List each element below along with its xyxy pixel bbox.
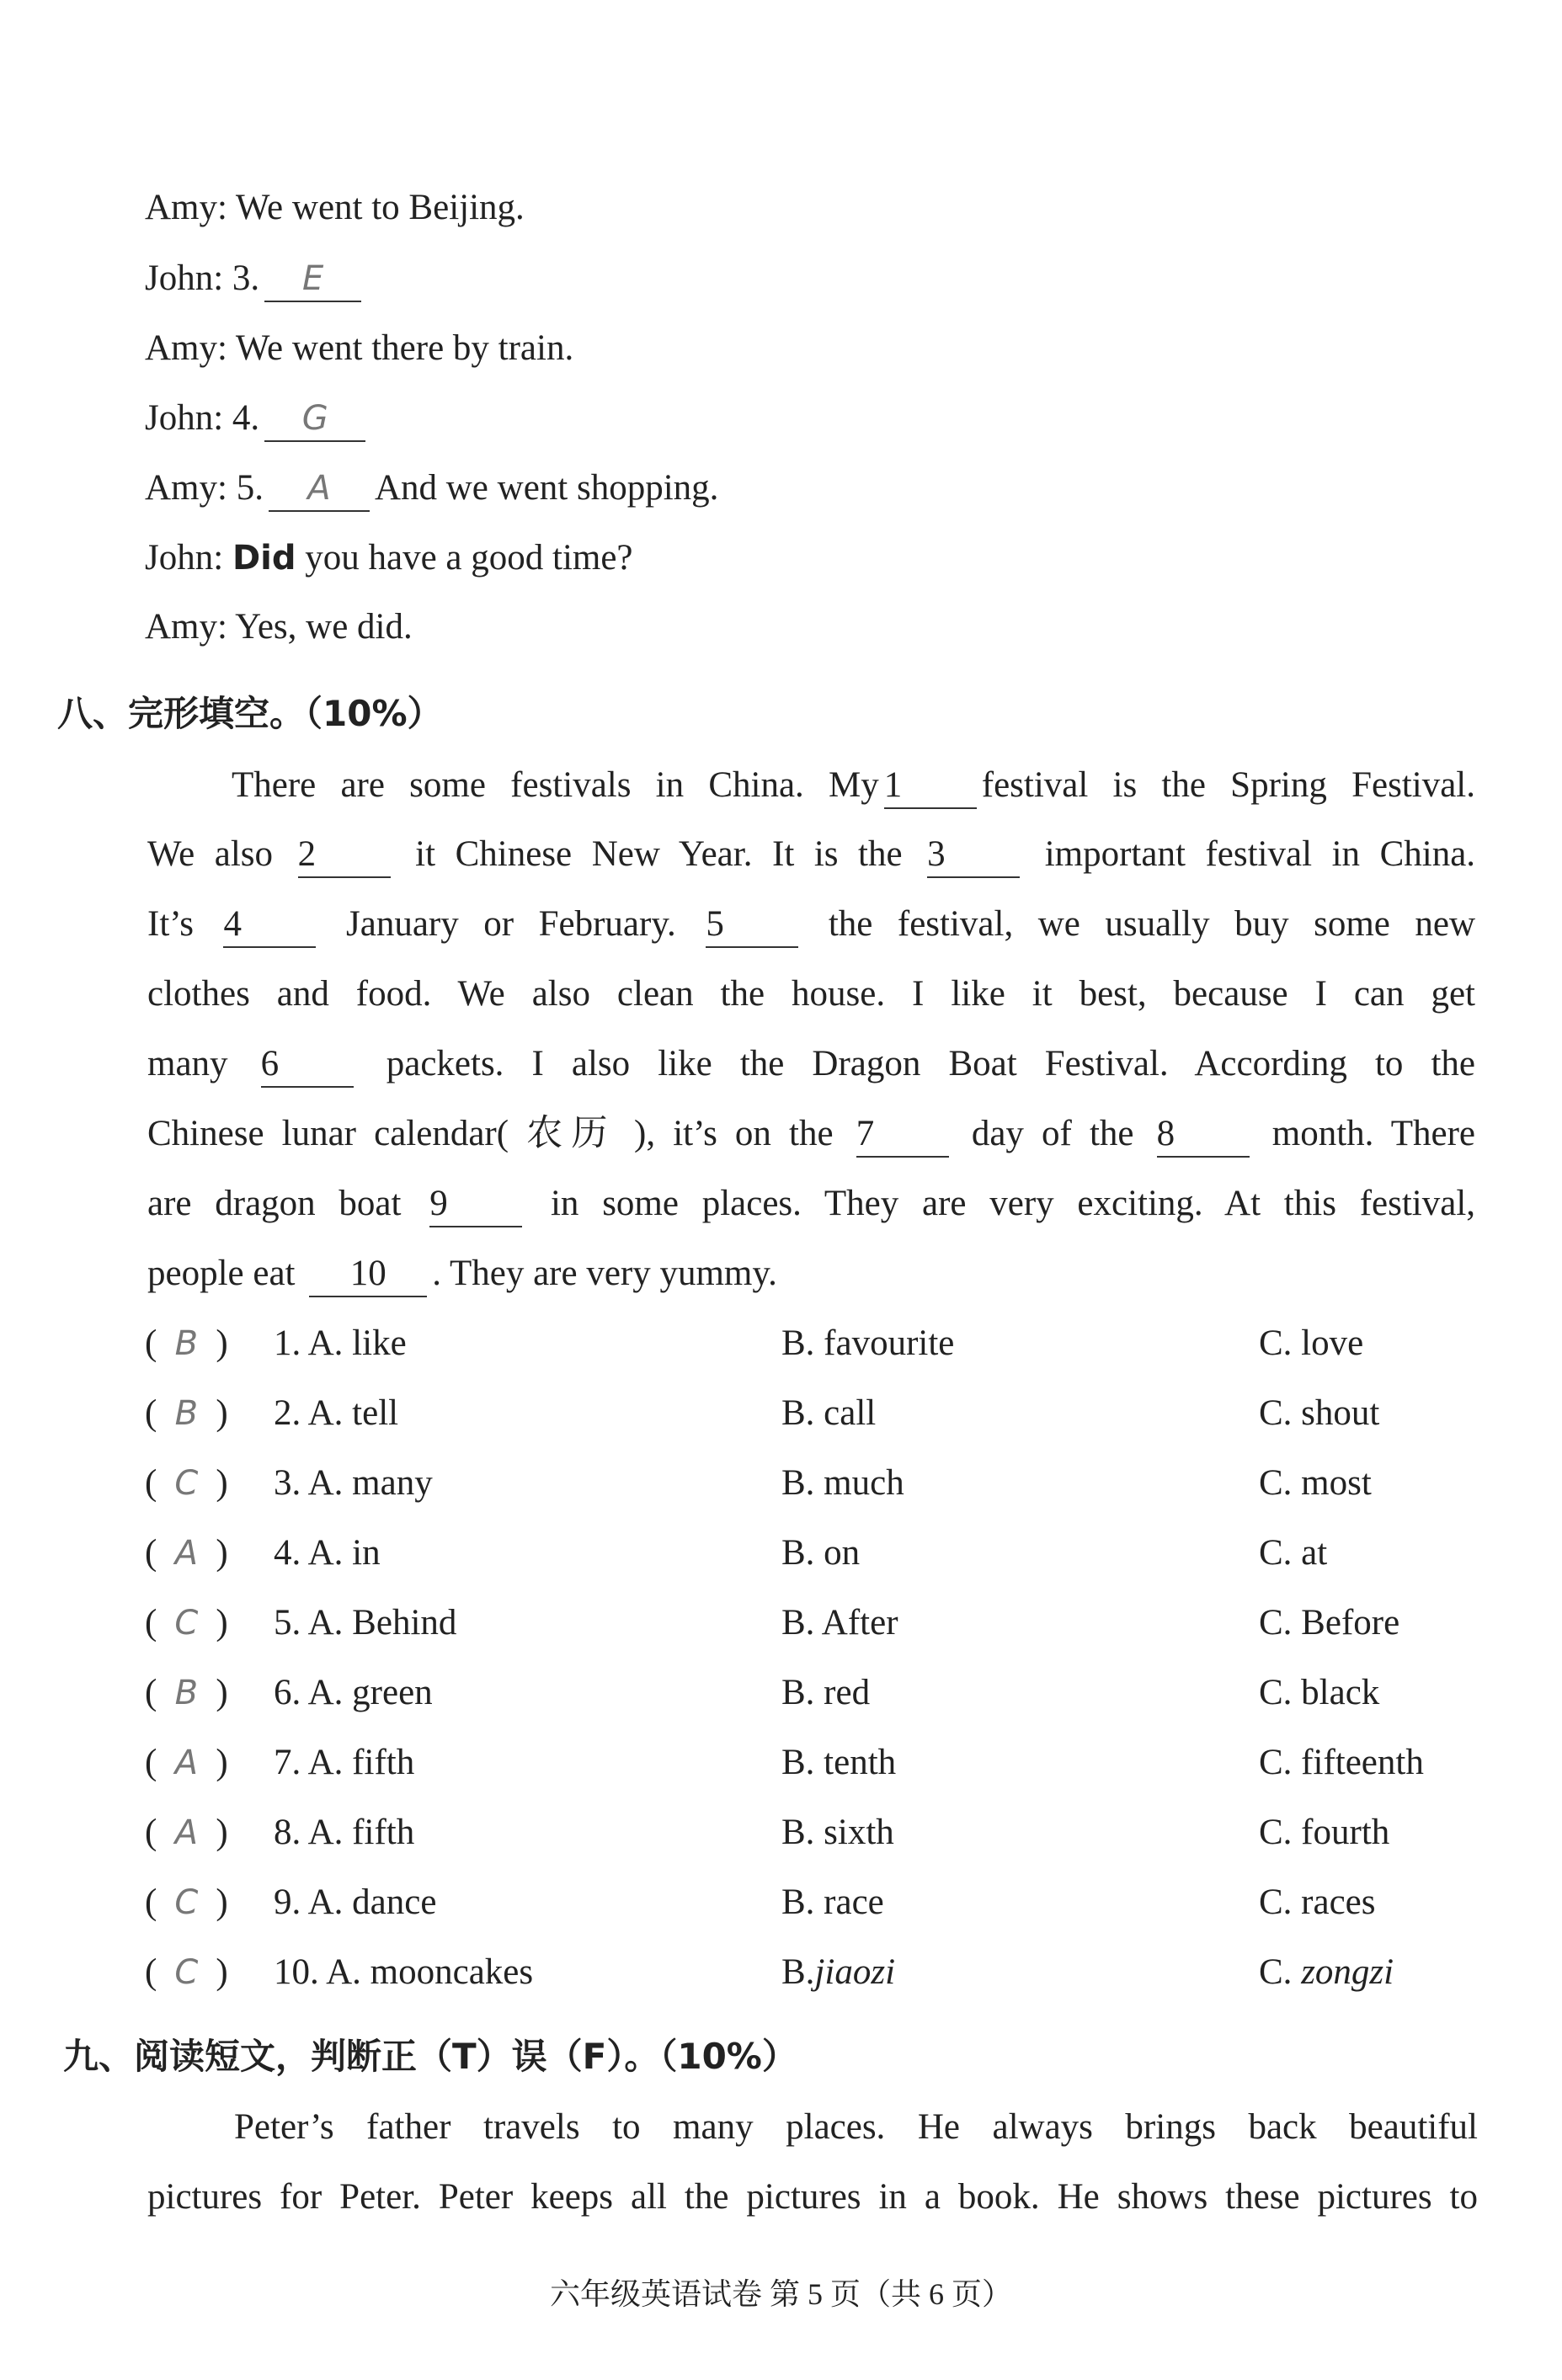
option-a: 9. A. dance xyxy=(274,1882,437,1922)
answer-paren: ( B ) xyxy=(145,1323,228,1363)
option-b: B. much xyxy=(781,1463,904,1503)
answer-paren: ( C ) xyxy=(145,1952,228,1992)
option-c: C. shout xyxy=(1259,1393,1380,1433)
dialogue-line-7: Amy: Yes, we did. xyxy=(145,607,413,647)
option-c: C. black xyxy=(1259,1673,1380,1712)
passage-blank-6: 6 xyxy=(261,1042,354,1088)
option-c: C. fourth xyxy=(1259,1813,1390,1852)
reading-line-1: Peter’s father travels to many places. He always brings back beautiful xyxy=(234,2107,1478,2147)
option-a: 8. A. fifth xyxy=(274,1813,415,1852)
passage-blank-7: 7 xyxy=(856,1112,949,1158)
option-b: B.jiaozi xyxy=(781,1952,896,1992)
answer-paren: ( B ) xyxy=(145,1673,228,1712)
passage-line-8: people eat 10 . They are very yummy. xyxy=(147,1249,777,1299)
option-c: C. fifteenth xyxy=(1259,1743,1424,1782)
dialogue-line-2: John: 3. E xyxy=(145,253,366,304)
option-c: C. races xyxy=(1259,1882,1376,1922)
passage-line-7: are dragon boat 9 in some places. They are very exciting. At this festival, xyxy=(147,1179,1475,1229)
option-b: B. sixth xyxy=(781,1813,894,1852)
dialogue-line-5: Amy: 5. A And we went shopping. xyxy=(145,463,718,514)
answer-paren: ( A ) xyxy=(145,1743,228,1782)
option-a: 6. A. green xyxy=(274,1673,433,1712)
passage-line-6: Chinese lunar calendar( 农历 ), it’s on the 7 day of the 8 month. There xyxy=(147,1109,1475,1159)
answer-blank-5: A xyxy=(269,466,370,512)
option-b: B. favourite xyxy=(781,1323,955,1363)
option-a: 7. A. fifth xyxy=(274,1743,415,1782)
option-c: C. love xyxy=(1259,1323,1364,1363)
option-a: 10. A. mooncakes xyxy=(274,1952,534,1992)
answer-paren: ( B ) xyxy=(145,1393,228,1433)
passage-blank-9: 9 xyxy=(429,1182,522,1227)
answer-blank-4: G xyxy=(264,397,365,442)
option-b: B. red xyxy=(781,1673,871,1712)
passage-blank-3: 3 xyxy=(927,833,1020,878)
option-b: B. on xyxy=(781,1533,861,1573)
option-c: C. most xyxy=(1259,1463,1372,1503)
option-b: B. tenth xyxy=(781,1743,897,1782)
passage-blank-1: 1 xyxy=(884,764,977,809)
option-a: 3. A. many xyxy=(274,1463,433,1503)
answer-paren: ( A ) xyxy=(145,1533,228,1573)
option-b: B. call xyxy=(781,1393,877,1433)
passage-blank-5: 5 xyxy=(706,902,798,948)
passage-line-4: clothes and food. We also clean the house. I like it best, because I can get xyxy=(147,974,1475,1014)
option-a: 5. A. Behind xyxy=(274,1603,457,1643)
section-8-heading: 八、完形填空。（10%） xyxy=(57,693,443,734)
option-b: B. race xyxy=(781,1882,884,1922)
answer-paren: ( C ) xyxy=(145,1882,228,1922)
passage-blank-8: 8 xyxy=(1157,1112,1250,1158)
page-footer: 六年级英语试卷 第 5 页（共 6 页） xyxy=(549,2277,1012,2311)
passage-line-2: We also 2 it Chinese New Year. It is the 3 important festival in China. xyxy=(147,829,1475,880)
option-b: B. After xyxy=(781,1603,898,1643)
option-c: C. zongzi xyxy=(1259,1952,1394,1992)
answer-paren: ( C ) xyxy=(145,1463,228,1503)
answer-blank-3: E xyxy=(264,257,361,302)
passage-blank-10: 10 xyxy=(309,1252,427,1297)
passage-blank-4: 4 xyxy=(223,902,316,948)
option-c: C. Before xyxy=(1259,1603,1400,1643)
option-c: C. at xyxy=(1259,1533,1328,1573)
dialogue-line-4: John: 4. G xyxy=(145,393,371,444)
passage-blank-2: 2 xyxy=(298,833,391,878)
dialogue-line-3: Amy: We went there by train. xyxy=(145,328,574,368)
option-a: 1. A. like xyxy=(274,1323,407,1363)
dialogue-line-1: Amy: We went to Beijing. xyxy=(145,188,525,227)
option-a: 2. A. tell xyxy=(274,1393,399,1433)
answer-paren: ( C ) xyxy=(145,1603,228,1643)
answer-paren: ( A ) xyxy=(145,1813,228,1852)
option-a: 4. A. in xyxy=(274,1533,381,1573)
dialogue-line-6: John: Did you have a good time? xyxy=(145,538,633,578)
passage-line-1: There are some festivals in China. My 1 festival is the Spring Festival. xyxy=(232,760,1475,811)
passage-line-5: many 6 packets. I also like the Dragon Boat Festival. According to the xyxy=(147,1039,1475,1089)
passage-line-3: It’s 4 January or February. 5 the festival, we usually buy some new xyxy=(147,899,1475,950)
reading-line-2: pictures for Peter. Peter keeps all the pictures in a book. He shows these pictures to xyxy=(147,2177,1478,2217)
section-9-heading: 九、阅读短文，判断正（T）误（F）。（10%） xyxy=(63,2036,797,2077)
